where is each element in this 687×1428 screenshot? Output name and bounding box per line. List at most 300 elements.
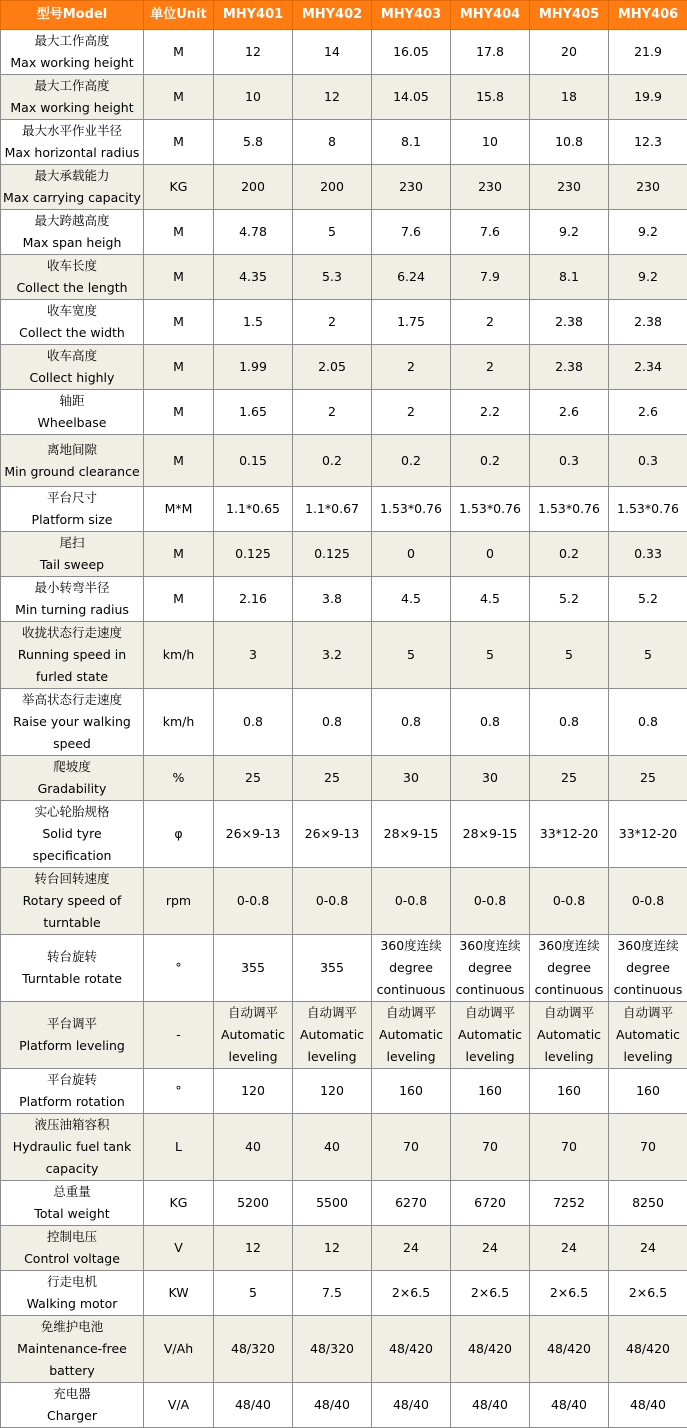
spec-value-cell: 9.2: [530, 210, 609, 255]
spec-value-cell: 0.2: [372, 435, 451, 487]
spec-value-cell: 自动调平 Automatic leveling: [451, 1002, 530, 1069]
spec-unit-cell: M: [144, 300, 214, 345]
spec-value-cell: 8.1: [372, 120, 451, 165]
table-row: [1, 300, 687, 345]
spec-value-cell: 48/40: [530, 1383, 609, 1428]
spec-value-cell: 4.35: [214, 255, 293, 300]
spec-label-cell: [1, 689, 144, 756]
spec-value-cell: 28×9-15: [372, 801, 451, 868]
spec-label-cell: [1, 300, 144, 345]
spec-value-cell: 12: [293, 1226, 372, 1271]
spec-label-en: Collect the width: [2, 322, 142, 344]
spec-label-en: Max working height: [2, 97, 142, 119]
spec-value-cell: 230: [609, 165, 687, 210]
spec-value-cell: 4.5: [451, 577, 530, 622]
spec-value-cell: 2.6: [530, 390, 609, 435]
header-cell-mhy406: MHY406: [609, 1, 687, 30]
spec-label-cell: [1, 30, 144, 75]
spec-value-cell: 30: [451, 756, 530, 801]
spec-label-cell: [1, 532, 144, 577]
spec-value-cell: 0.2: [451, 435, 530, 487]
spec-label-en: Min turning radius: [2, 599, 142, 621]
spec-label-cell: [1, 577, 144, 622]
spec-label-en: Hydraulic fuel tank capacity: [2, 1136, 142, 1180]
spec-value-cell: 14.05: [372, 75, 451, 120]
spec-value-cell: 7252: [530, 1181, 609, 1226]
spec-unit-cell: M: [144, 120, 214, 165]
spec-label-en: Gradability: [2, 778, 142, 800]
spec-value-cell: 70: [372, 1114, 451, 1181]
spec-label-cn: 最大工作高度: [2, 30, 142, 52]
spec-value-cell: 1.53*0.76: [609, 487, 687, 532]
spec-value-cell: 5: [293, 210, 372, 255]
spec-value-cell: 12: [214, 30, 293, 75]
spec-label-en: Charger: [2, 1405, 142, 1427]
table-row: [1, 1069, 687, 1114]
spec-value-cell: 5.2: [609, 577, 687, 622]
spec-label-en: Wheelbase: [2, 412, 142, 434]
spec-value-cell: 10.8: [530, 120, 609, 165]
spec-label-en: Max working height: [2, 52, 142, 74]
spec-value-cell: 160: [609, 1069, 687, 1114]
header-cell-model: 型号Model: [1, 1, 144, 30]
spec-value-cell: 2: [372, 390, 451, 435]
table-row: [1, 345, 687, 390]
spec-label-en: Total weight: [2, 1203, 142, 1225]
spec-value-cell: 2.2: [451, 390, 530, 435]
spec-label-en: Walking motor: [2, 1293, 142, 1315]
spec-value-cell: 40: [214, 1114, 293, 1181]
spec-unit-cell: M: [144, 255, 214, 300]
spec-value-cell: 0-0.8: [451, 868, 530, 935]
spec-value-cell: 48/420: [451, 1316, 530, 1383]
spec-unit-cell: M: [144, 75, 214, 120]
spec-value-cell: 120: [293, 1069, 372, 1114]
spec-value-cell: 0.3: [530, 435, 609, 487]
table-row: [1, 1114, 687, 1181]
spec-value-cell: 48/40: [293, 1383, 372, 1428]
spec-label-cell: [1, 935, 144, 1002]
table-row: [1, 75, 687, 120]
spec-value-cell: 9.2: [609, 255, 687, 300]
header-cell-mhy403: MHY403: [372, 1, 451, 30]
table-row: [1, 1271, 687, 1316]
spec-label-cn: 充电器: [2, 1383, 142, 1405]
spec-value-cell: 6.24: [372, 255, 451, 300]
spec-value-cell: 6720: [451, 1181, 530, 1226]
spec-unit-cell: KG: [144, 165, 214, 210]
spec-value-cell: 5200: [214, 1181, 293, 1226]
spec-value-cell: 360度连续 degree continuous: [530, 935, 609, 1002]
spec-value-cell: 48/320: [293, 1316, 372, 1383]
spec-value-cell: 360度连续 degree continuous: [451, 935, 530, 1002]
spec-label-cell: [1, 120, 144, 165]
spec-value-cell: 5.3: [293, 255, 372, 300]
spec-unit-cell: V/A: [144, 1383, 214, 1428]
spec-value-cell: 5: [372, 622, 451, 689]
spec-value-cell: 0.8: [372, 689, 451, 756]
spec-unit-cell: km/h: [144, 689, 214, 756]
spec-value-cell: 48/320: [214, 1316, 293, 1383]
spec-label-cn: 转台回转速度: [2, 868, 142, 890]
table-row: [1, 390, 687, 435]
spec-value-cell: 48/40: [451, 1383, 530, 1428]
spec-label-en: Turntable rotate: [2, 968, 142, 990]
spec-label-cn: 最大跨越高度: [2, 210, 142, 232]
spec-unit-cell: °: [144, 1069, 214, 1114]
spec-value-cell: 0.2: [293, 435, 372, 487]
spec-label-en: Solid tyre specification: [2, 823, 142, 867]
spec-unit-cell: KW: [144, 1271, 214, 1316]
spec-unit-cell: -: [144, 1002, 214, 1069]
spec-label-cn: 控制电压: [2, 1226, 142, 1248]
spec-value-cell: 0: [372, 532, 451, 577]
spec-value-cell: 2.38: [530, 345, 609, 390]
spec-label-cn: 爬坡度: [2, 756, 142, 778]
spec-value-cell: 14: [293, 30, 372, 75]
spec-value-cell: 2: [293, 390, 372, 435]
table-row: [1, 801, 687, 868]
spec-unit-cell: KG: [144, 1181, 214, 1226]
spec-value-cell: 26×9-13: [293, 801, 372, 868]
header-row: [1, 1, 687, 30]
spec-label-cn: 收车宽度: [2, 300, 142, 322]
spec-value-cell: 24: [451, 1226, 530, 1271]
spec-value-cell: 0.8: [214, 689, 293, 756]
spec-value-cell: 1.65: [214, 390, 293, 435]
spec-value-cell: 5: [530, 622, 609, 689]
spec-value-cell: 24: [609, 1226, 687, 1271]
spec-label-cn: 收车长度: [2, 255, 142, 277]
spec-value-cell: 0-0.8: [530, 868, 609, 935]
spec-unit-cell: M: [144, 390, 214, 435]
spec-value-cell: 2: [451, 345, 530, 390]
spec-label-en: Collect the length: [2, 277, 142, 299]
spec-value-cell: 0-0.8: [214, 868, 293, 935]
spec-value-cell: 0.2: [530, 532, 609, 577]
spec-value-cell: 5: [609, 622, 687, 689]
spec-unit-cell: M: [144, 345, 214, 390]
header-cell-mhy404: MHY404: [451, 1, 530, 30]
header-cell-mhy401: MHY401: [214, 1, 293, 30]
spec-value-cell: 7.6: [372, 210, 451, 255]
spec-value-cell: 70: [609, 1114, 687, 1181]
spec-value-cell: 12.3: [609, 120, 687, 165]
spec-value-cell: 70: [451, 1114, 530, 1181]
spec-value-cell: 5: [451, 622, 530, 689]
spec-label-cell: [1, 868, 144, 935]
table-row: [1, 165, 687, 210]
spec-value-cell: 0.15: [214, 435, 293, 487]
spec-value-cell: 2×6.5: [609, 1271, 687, 1316]
table-row: [1, 1226, 687, 1271]
spec-label-cell: [1, 487, 144, 532]
table-row: [1, 255, 687, 300]
spec-value-cell: 5.8: [214, 120, 293, 165]
header-cell-unit: 单位Unit: [144, 1, 214, 30]
spec-unit-cell: °: [144, 935, 214, 1002]
spec-label-cn: 实心轮胎规格: [2, 801, 142, 823]
spec-value-cell: 48/420: [530, 1316, 609, 1383]
spec-value-cell: 0.8: [293, 689, 372, 756]
spec-unit-cell: M: [144, 30, 214, 75]
spec-value-cell: 1.99: [214, 345, 293, 390]
spec-value-cell: 18: [530, 75, 609, 120]
spec-unit-cell: V: [144, 1226, 214, 1271]
spec-label-en: Platform leveling: [2, 1035, 142, 1057]
spec-value-cell: 25: [609, 756, 687, 801]
spec-label-cell: [1, 345, 144, 390]
spec-value-cell: 0.125: [214, 532, 293, 577]
spec-label-cn: 最小转弯半径: [2, 577, 142, 599]
spec-label-cn: 最大水平作业半径: [2, 120, 142, 142]
spec-value-cell: 2×6.5: [451, 1271, 530, 1316]
spec-value-cell: 9.2: [609, 210, 687, 255]
spec-label-cn: 尾扫: [2, 532, 142, 554]
spec-value-cell: 0.33: [609, 532, 687, 577]
spec-value-cell: 120: [214, 1069, 293, 1114]
spec-value-cell: 6270: [372, 1181, 451, 1226]
spec-label-cell: [1, 75, 144, 120]
spec-value-cell: 自动调平 Automatic leveling: [214, 1002, 293, 1069]
table-row: [1, 120, 687, 165]
spec-value-cell: 48/40: [609, 1383, 687, 1428]
spec-value-cell: 2.34: [609, 345, 687, 390]
spec-label-cn: 行走电机: [2, 1271, 142, 1293]
spec-label-cn: 平台调平: [2, 1013, 142, 1035]
spec-value-cell: 8: [293, 120, 372, 165]
spec-value-cell: 1.53*0.76: [530, 487, 609, 532]
spec-label-cn: 最大承载能力: [2, 165, 142, 187]
spec-unit-cell: M: [144, 435, 214, 487]
spec-label-en: Platform size: [2, 509, 142, 531]
spec-value-cell: 5.2: [530, 577, 609, 622]
table-row: [1, 1316, 687, 1383]
spec-value-cell: 48/420: [609, 1316, 687, 1383]
spec-value-cell: 3.2: [293, 622, 372, 689]
spec-label-cn: 液压油箱容积: [2, 1114, 142, 1136]
spec-value-cell: 21.9: [609, 30, 687, 75]
spec-label-cn: 免维护电池: [2, 1316, 142, 1338]
spec-label-cn: 收车高度: [2, 345, 142, 367]
spec-label-cn: 转台旋转: [2, 946, 142, 968]
spec-label-cn: 离地间隙: [2, 439, 142, 461]
spec-label-en: Raise your walking speed: [2, 711, 142, 755]
spec-value-cell: 1.1*0.67: [293, 487, 372, 532]
spec-value-cell: 24: [372, 1226, 451, 1271]
table-row: [1, 1383, 687, 1428]
spec-value-cell: 28×9-15: [451, 801, 530, 868]
spec-value-cell: 40: [293, 1114, 372, 1181]
spec-value-cell: 0-0.8: [293, 868, 372, 935]
spec-value-cell: 355: [214, 935, 293, 1002]
spec-value-cell: 8250: [609, 1181, 687, 1226]
spec-value-cell: 16.05: [372, 30, 451, 75]
spec-label-cn: 平台旋转: [2, 1069, 142, 1091]
spec-value-cell: 360度连续 degree continuous: [372, 935, 451, 1002]
spec-unit-cell: M: [144, 532, 214, 577]
spec-value-cell: 2.38: [530, 300, 609, 345]
spec-value-cell: 24: [530, 1226, 609, 1271]
spec-label-en: Platform rotation: [2, 1091, 142, 1113]
spec-value-cell: 230: [530, 165, 609, 210]
spec-value-cell: 230: [451, 165, 530, 210]
spec-value-cell: 26×9-13: [214, 801, 293, 868]
table-row: [1, 689, 687, 756]
spec-value-cell: 1.1*0.65: [214, 487, 293, 532]
spec-value-cell: 0.8: [451, 689, 530, 756]
spec-value-cell: 360度连续 degree continuous: [609, 935, 687, 1002]
spec-value-cell: 2.05: [293, 345, 372, 390]
spec-value-cell: 48/40: [372, 1383, 451, 1428]
spec-label-cell: [1, 255, 144, 300]
table-row: [1, 487, 687, 532]
spec-label-cell: [1, 801, 144, 868]
spec-unit-cell: M*M: [144, 487, 214, 532]
spec-label-cn: 轴距: [2, 390, 142, 412]
spec-label-en: Tail sweep: [2, 554, 142, 576]
spec-value-cell: 7.9: [451, 255, 530, 300]
spec-unit-cell: M: [144, 577, 214, 622]
spec-value-cell: 自动调平 Automatic leveling: [530, 1002, 609, 1069]
spec-value-cell: 0.8: [609, 689, 687, 756]
spec-value-cell: 5: [214, 1271, 293, 1316]
spec-value-cell: 33*12-20: [609, 801, 687, 868]
spec-value-cell: 160: [372, 1069, 451, 1114]
spec-label-cell: [1, 1002, 144, 1069]
spec-value-cell: 1.53*0.76: [372, 487, 451, 532]
spec-value-cell: 0: [451, 532, 530, 577]
spec-label-cell: [1, 1316, 144, 1383]
spec-value-cell: 160: [530, 1069, 609, 1114]
spec-label-cn: 总重量: [2, 1181, 142, 1203]
spec-value-cell: 自动调平 Automatic leveling: [293, 1002, 372, 1069]
header-cell-mhy402: MHY402: [293, 1, 372, 30]
spec-value-cell: 19.9: [609, 75, 687, 120]
spec-value-cell: 4.5: [372, 577, 451, 622]
spec-value-cell: 12: [293, 75, 372, 120]
spec-value-cell: 2: [293, 300, 372, 345]
table-row: [1, 935, 687, 1002]
spec-label-en: Max horizontal radius: [2, 142, 142, 164]
spec-value-cell: 12: [214, 1226, 293, 1271]
table-row: [1, 30, 687, 75]
spec-value-cell: 5500: [293, 1181, 372, 1226]
spec-value-cell: 10: [214, 75, 293, 120]
spec-value-cell: 15.8: [451, 75, 530, 120]
spec-unit-cell: M: [144, 210, 214, 255]
spec-unit-cell: rpm: [144, 868, 214, 935]
spec-label-en: Max span heigh: [2, 232, 142, 254]
spec-value-cell: 30: [372, 756, 451, 801]
spec-value-cell: 4.78: [214, 210, 293, 255]
spec-label-en: Rotary speed of turntable: [2, 890, 142, 934]
spec-value-cell: 200: [214, 165, 293, 210]
table-row: [1, 435, 687, 487]
spec-label-en: Control voltage: [2, 1248, 142, 1270]
table-row: [1, 210, 687, 255]
spec-label-cn: 最大工作高度: [2, 75, 142, 97]
spec-value-cell: 3: [214, 622, 293, 689]
spec-value-cell: 355: [293, 935, 372, 1002]
spec-value-cell: 2: [451, 300, 530, 345]
spec-value-cell: 2×6.5: [530, 1271, 609, 1316]
spec-label-en: Collect highly: [2, 367, 142, 389]
spec-label-en: Min ground clearance: [2, 461, 142, 483]
spec-value-cell: 25: [293, 756, 372, 801]
spec-value-cell: 2.6: [609, 390, 687, 435]
spec-value-cell: 0.3: [609, 435, 687, 487]
spec-unit-cell: %: [144, 756, 214, 801]
spec-value-cell: 0-0.8: [609, 868, 687, 935]
table-row: [1, 577, 687, 622]
spec-value-cell: 8.1: [530, 255, 609, 300]
spec-value-cell: 7.6: [451, 210, 530, 255]
spec-value-cell: 2.38: [609, 300, 687, 345]
table-row: [1, 868, 687, 935]
spec-value-cell: 3.8: [293, 577, 372, 622]
spec-label-cell: [1, 390, 144, 435]
spec-value-cell: 1.53*0.76: [451, 487, 530, 532]
spec-label-cn: 举高状态行走速度: [2, 689, 142, 711]
spec-label-cell: [1, 435, 144, 487]
spec-label-cell: [1, 210, 144, 255]
spec-value-cell: 10: [451, 120, 530, 165]
spec-value-cell: 25: [530, 756, 609, 801]
spec-label-en: Maintenance-free battery: [2, 1338, 142, 1382]
spec-label-cn: 平台尺寸: [2, 487, 142, 509]
spec-value-cell: 1.5: [214, 300, 293, 345]
spec-value-cell: 2: [372, 345, 451, 390]
spec-label-cell: [1, 756, 144, 801]
spec-value-cell: 70: [530, 1114, 609, 1181]
spec-value-cell: 自动调平 Automatic leveling: [609, 1002, 687, 1069]
spec-value-cell: 17.8: [451, 30, 530, 75]
spec-value-cell: 48/420: [372, 1316, 451, 1383]
spec-value-cell: 0.125: [293, 532, 372, 577]
spec-label-en: Running speed in furled state: [2, 644, 142, 688]
spec-label-en: Max carrying capacity: [2, 187, 142, 209]
spec-label-cell: [1, 1383, 144, 1428]
table-row: [1, 1002, 687, 1069]
spec-label-cell: [1, 1114, 144, 1181]
spec-label-cell: [1, 622, 144, 689]
spec-value-cell: 25: [214, 756, 293, 801]
spec-value-cell: 自动调平 Automatic leveling: [372, 1002, 451, 1069]
table-row: [1, 532, 687, 577]
spec-unit-cell: km/h: [144, 622, 214, 689]
spec-label-cell: [1, 1069, 144, 1114]
spec-value-cell: 1.75: [372, 300, 451, 345]
table-row: [1, 1181, 687, 1226]
spec-unit-cell: L: [144, 1114, 214, 1181]
spec-value-cell: 20: [530, 30, 609, 75]
spec-value-cell: 2.16: [214, 577, 293, 622]
spec-label-cell: [1, 1271, 144, 1316]
spec-value-cell: 2×6.5: [372, 1271, 451, 1316]
spec-unit-cell: φ: [144, 801, 214, 868]
spec-value-cell: 0-0.8: [372, 868, 451, 935]
spec-value-cell: 230: [372, 165, 451, 210]
spec-value-cell: 0.8: [530, 689, 609, 756]
spec-value-cell: 33*12-20: [530, 801, 609, 868]
spec-label-cell: [1, 165, 144, 210]
table-row: [1, 622, 687, 689]
spec-label-cell: [1, 1181, 144, 1226]
spec-value-cell: 48/40: [214, 1383, 293, 1428]
spec-value-cell: 160: [451, 1069, 530, 1114]
header-cell-mhy405: MHY405: [530, 1, 609, 30]
